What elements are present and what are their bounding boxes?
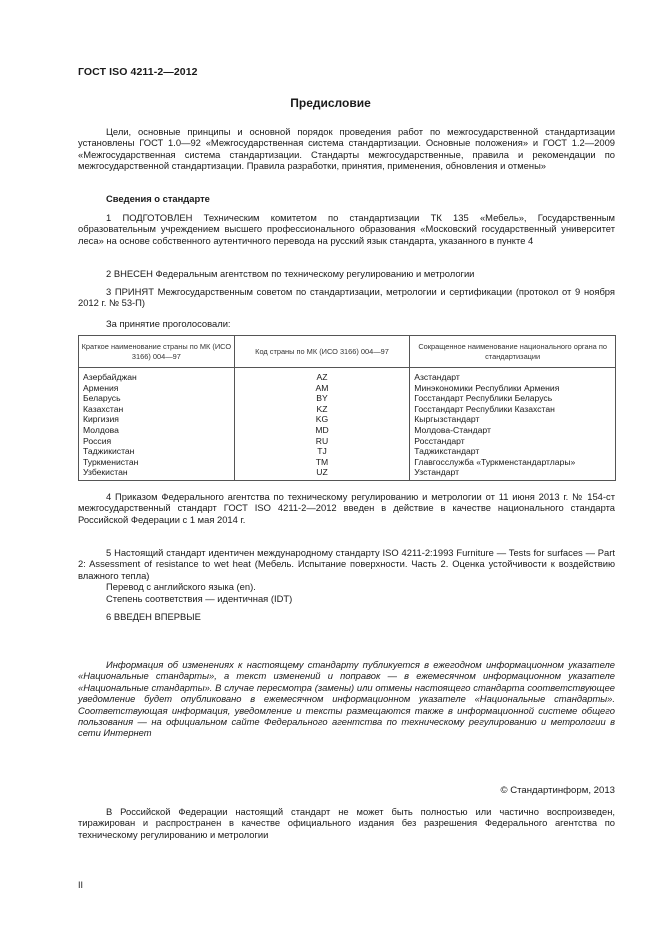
country-cell: Туркменистан (79, 457, 235, 468)
table-row (79, 436, 616, 447)
section-subtitle: Сведения о стандарте (106, 193, 210, 204)
table-row (79, 467, 616, 480)
table-header-code: Код страны по МК (ИСО 3166) 004—97 (234, 336, 410, 368)
page-title: Предисловие (290, 96, 371, 110)
table-header-row (79, 336, 616, 368)
table-row (79, 393, 616, 404)
code-cell: UZ (234, 467, 410, 480)
country-cell: Молдова (79, 425, 235, 436)
code-cell: AZ (234, 368, 410, 383)
table-header-country: Краткое наименование страны по МК (ИСО 3166) 004—97 (79, 336, 235, 368)
changes-info-paragraph: Информация об изменениях к настоящему стандарту публикуется в ежегодном информационном указателе «Национальные стандарты», а текст изменений и поправок — в ежемесячном информационном указателе «Национальные стандарты». В случае пересмотра (замены) или отмены настоящего стандарта соответствующее уведомление будет опубликовано в ежемесячном информационном указателе «Национальные стандарты». Соответствующая информация, уведомление и тексты размещаются также в информационной системе общего пользования — на официальном сайте Федерального агентства по техническому регулированию и метрологии в сети Интернет (78, 659, 615, 739)
code-cell: MD (234, 425, 410, 436)
translation-note: Перевод с английского языка (en). (106, 581, 256, 592)
table-row (79, 414, 616, 425)
body-cell: Росстандарт (410, 436, 616, 447)
copyright-notice: © Стандартинформ, 2013 (500, 785, 615, 796)
body-cell: Госстандарт Республики Беларусь (410, 393, 616, 404)
country-cell: Азербайджан (79, 368, 235, 383)
body-cell: Узстандарт (410, 467, 616, 480)
item-4-paragraph: 4 Приказом Федерального агентства по техническому регулированию и метрологии от 11 июня 2013 г. № 154-ст межгосударственный стандарт ГОСТ ISO 4211-2—2012 введен в действие в качестве национального стандарта Российской Федерации с 1 мая 2014 г. (78, 491, 615, 525)
code-cell: KG (234, 414, 410, 425)
body-cell: Таджикстандарт (410, 446, 616, 457)
country-cell: Россия (79, 436, 235, 447)
page-number: II (78, 880, 84, 890)
voting-table (78, 335, 616, 481)
code-cell: TM (234, 457, 410, 468)
country-cell: Узбекистан (79, 467, 235, 480)
item-1-paragraph: 1 ПОДГОТОВЛЕН Техническим комитетом по стандартизации ТК 135 «Мебель», Государственным образовательным учреждением высшего профессионального образования «Московский государственный университет леса» на основе собственного аутентичного перевода на русский язык стандарта, указанного в пункте 4 (78, 212, 615, 246)
table-row (79, 383, 616, 394)
item-5-paragraph: 5 Настоящий стандарт идентичен международному стандарту ISO 4211-2:1993 Furniture — Tests for surfaces — Part 2: Assessment of resistance to wet heat (Мебель. Испытание поверхности. Часть 2. Оценка устойчивости к воздействию влажного тепла) (78, 547, 615, 581)
country-cell: Киргизия (79, 414, 235, 425)
code-cell: AM (234, 383, 410, 394)
country-cell: Казахстан (79, 404, 235, 415)
country-cell: Армения (79, 383, 235, 394)
body-cell: Главгосслужба «Туркменстандартлары» (410, 457, 616, 468)
voted-label: За принятие проголосовали: (106, 318, 231, 329)
item-6-paragraph: 6 ВВЕДЕН ВПЕРВЫЕ (106, 611, 201, 622)
body-cell: Госстандарт Республики Казахстан (410, 404, 616, 415)
body-cell: Молдова-Стандарт (410, 425, 616, 436)
table-row (79, 457, 616, 468)
table-row (79, 446, 616, 457)
item-3-paragraph: 3 ПРИНЯТ Межгосударственным советом по стандартизации, метрологии и сертификации (протокол от 9 ноября 2012 г. № 53-П) (78, 286, 615, 309)
table-row (79, 404, 616, 415)
code-cell: RU (234, 436, 410, 447)
body-cell: Азстандарт (410, 368, 616, 383)
code-cell: KZ (234, 404, 410, 415)
code-cell: BY (234, 393, 410, 404)
body-cell: Кыргызстандарт (410, 414, 616, 425)
reproduction-restriction: В Российской Федерации настоящий стандарт не может быть полностью или частично воспроизведен, тиражирован и распространен в качестве официального издания без разрешения Федерального агентства по техническому регулированию и метрологии (78, 806, 615, 840)
country-cell: Таджикистан (79, 446, 235, 457)
table-row (79, 368, 616, 383)
conformity-degree: Степень соответствия — идентичная (IDT) (106, 593, 293, 604)
code-cell: TJ (234, 446, 410, 457)
table-header-body: Сокращенное наименование национального органа по стандартизации (410, 336, 616, 368)
table-row (79, 425, 616, 436)
country-cell: Беларусь (79, 393, 235, 404)
intro-paragraph: Цели, основные принципы и основной порядок проведения работ по межгосударственной стандартизации установлены ГОСТ 1.0—92 «Межгосударственная система стандартизации. Основные положения» и ГОСТ 1.2—2009 «Межгосударственная система стандартизации. Стандарты межгосударственные, правила и рекомендации по межгосударственной стандартизации. Правила разработки, принятия, применения, обновления и отмены» (78, 126, 615, 172)
body-cell: Минэкономики Республики Армения (410, 383, 616, 394)
item-2-paragraph: 2 ВНЕСЕН Федеральным агентством по техническому регулированию и метрологии (106, 268, 475, 279)
standard-code-header: ГОСТ ISO 4211-2—2012 (78, 66, 198, 78)
